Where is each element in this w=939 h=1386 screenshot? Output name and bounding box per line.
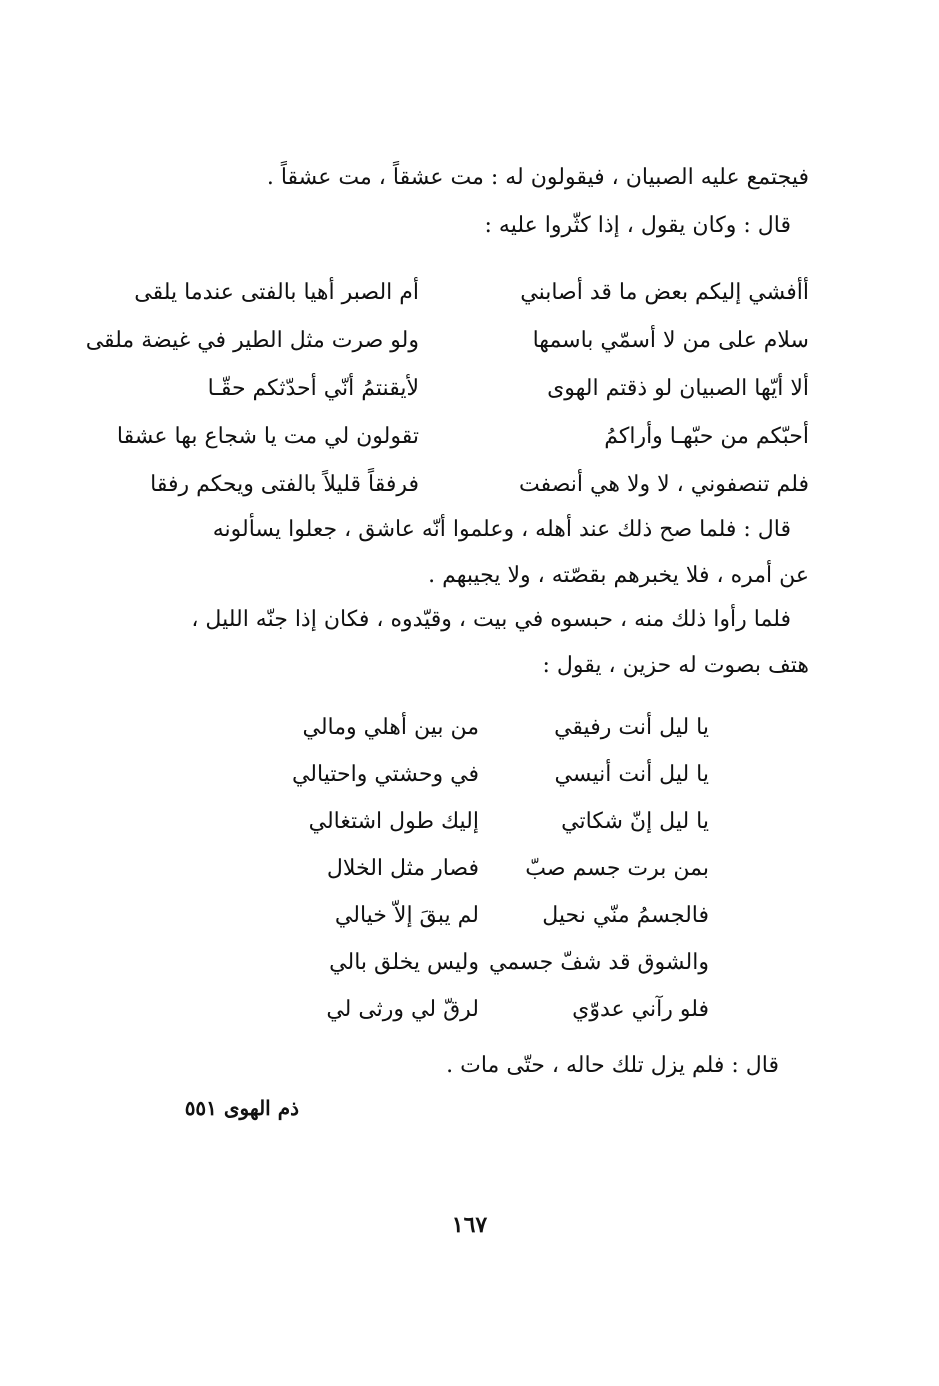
paragraph-imprisoned-cont: هتف بصوت له حزين ، يقول : (542, 653, 809, 678)
verse-second-hemistich: في وحشتي واحتيالي (291, 762, 479, 787)
verse-first-hemistich: أحبّكم من حبّهـا وأراكمُ (604, 423, 809, 449)
verse-line (119, 460, 809, 508)
verse-first-hemistich: أأفشي إليكم بعض ما قد أصابني (520, 279, 809, 305)
verse-second-hemistich: فرفقاً قليلاً بالفتى ويحكم رفقا (150, 471, 419, 497)
verse-first-hemistich: فلو رآني عدوّي (572, 997, 709, 1022)
paragraph-ending: قال : فلم يزل تلك حاله ، حتّى مات . (446, 1053, 779, 1078)
verse-second-hemistich: فصار مثل الخلال (326, 856, 479, 881)
verse-second-hemistich: إليك طول اشتغالي (308, 809, 479, 834)
paragraph-family-learned: قال : فلما صح ذلك عند أهله ، وعلموا أنّه عاشق ، جعلوا يسألونه (212, 517, 791, 542)
source-reference: ذم الهوى ٥٥١ (184, 1096, 299, 1120)
verse-second-hemistich: لم يبقَ إلاّ خيالي (334, 903, 479, 928)
verse-line (279, 751, 709, 798)
verse-first-hemistich: يا ليل أنت رفيقي (554, 715, 709, 740)
poem-one (85, 268, 809, 508)
verse-line (119, 364, 809, 412)
verse-second-hemistich: لأيقنتمُ أنّي أحدّثكم حقّـا (207, 375, 419, 401)
verse-line (279, 892, 709, 939)
verse-line (279, 704, 709, 751)
page-number: ١٦٧ (451, 1212, 488, 1238)
verse-second-hemistich: ولو صرت مثل الطير في غيضة ملقى (85, 327, 419, 353)
verse-first-hemistich: سلام على من لا أسمّي باسمها (532, 327, 809, 353)
verse-line (85, 316, 809, 364)
verse-first-hemistich: يا ليل أنت أنيسي (554, 762, 709, 787)
verse-line (116, 412, 809, 460)
verse-second-hemistich: وليس يخلق بالي (329, 950, 479, 975)
verse-second-hemistich: تقولون لي مت يا شجاع بها عشقا (116, 423, 419, 449)
verse-line (279, 845, 709, 892)
verse-second-hemistich: أم الصبر أهيا بالفتى عندما يلقى (134, 279, 419, 305)
verse-first-hemistich: والشوق قد شفّ جسمي (488, 950, 709, 975)
paragraph-family-learned-cont: عن أمره ، فلا يخبرهم بقصّته ، ولا يجيبهم . (428, 563, 809, 588)
verse-line (279, 986, 709, 1033)
poem-two (279, 704, 709, 1033)
verse-line (119, 268, 809, 316)
paragraph-imprisoned: فلما رأوا ذلك منه ، حبسوه في بيت ، وقيّدوه ، فكان إذا جنّه الليل ، (191, 607, 791, 632)
verse-line (279, 939, 709, 986)
verse-first-hemistich: ألا أيّها الصبيان لو ذقتم الهوى (547, 375, 809, 401)
verse-second-hemistich: من بين أهلي ومالي (302, 715, 479, 740)
verse-first-hemistich: فلم تنصفوني ، لا ولا هي أنصفت (519, 471, 809, 497)
paragraph-he-said: قال : وكان يقول ، إذا كثّروا عليه : (484, 213, 791, 238)
verse-first-hemistich: يا ليل إنّ شكاتي (561, 809, 709, 834)
verse-first-hemistich: فالجسمُ منّي نحيل (542, 903, 709, 928)
paragraph-intro: فيجتمع عليه الصبيان ، فيقولون له : مت عشقاً ، مت عشقاً . (266, 165, 809, 190)
verse-second-hemistich: لرقّ لي ورثى لي (326, 997, 479, 1022)
verse-line (279, 798, 709, 845)
verse-first-hemistich: بمن برت جسم صبّ (525, 856, 709, 881)
